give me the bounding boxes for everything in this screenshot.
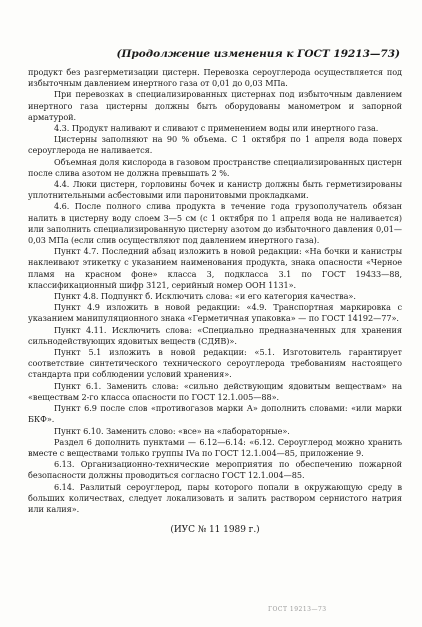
paragraph: Пункт 5.1 изложить в новой редакции: «5.1. Изготовитель гарантирует соответствие синтетического технического сероуглерода требованиям настоящего стандарта при соблюдении условий хранения». [28, 347, 402, 380]
paragraph: 4.3. Продукт наливают и сливают с применением воды или инертного газа. [54, 123, 379, 134]
paragraph: Пункт 6.10. Заменить слово: «все» на «лабораторные». [54, 425, 290, 436]
paragraph: 4.6. После полного слива продукта в течение года грузополучатель обязан налить в цистерну воду слоем 3—5 см (с 1 октября по 1 апреля вода не наливается) или заполнить специализированную цистерну азотом до избыточного давления 0,01—0,03 МПа (если слив осуществляют под давлением инертного газа). [28, 201, 402, 246]
paragraph: Пункт 4.9 изложить в новой редакции: «4.9. Транспортная маркировка с указанием манипуляционного знака «Герметичная упаковка» — по ГОСТ 14192—77». [28, 302, 402, 324]
paragraph: Цистерны заполняют на 90 % объема. С 1 октября по 1 апреля вода поверх сероуглерода не наливается. [28, 134, 402, 156]
page-header: (Продолжение изменения к ГОСТ 19213—73) [116, 48, 400, 60]
paragraph: Пункт 6.9 после слов «противогазов марки А» дополнить словами: «или марки БКФ». [28, 403, 402, 425]
paragraph: 6.13. Организационно-технические мероприятия по обеспечению пожарной безопасности должны проводиться согласно ГОСТ 12.1.004—85. [28, 459, 402, 481]
page-footer: ГОСТ 19213—73 [268, 606, 327, 613]
paragraph: Объемная доля кислорода в газовом пространстве специализированных цистерн после слива азотом не должна превышать 2 %. [28, 156, 402, 178]
paragraph: Пункт 4.7. Последний абзац изложить в новой редакции: «На бочки и канистры наклеивают этикетку с указанием наименования продукта, знака опасности «Черное пламя на красном фоне» класса 3, подкласса 3.1 по ГОСТ 19433—88, классификационный шифр 3121, серийный номер ООН 1131». [28, 246, 402, 290]
paragraph: Пункт 4.8. Подпункт б. Исключить слова: «и его категория качества». [54, 291, 356, 302]
paragraph: Пункт 4.11. Исключить слова: «Специально предназначенных для хранения сильнодействующих ядовитых веществ (СДЯВ)». [28, 324, 402, 346]
issue-reference: (ИУС № 11 1989 г.) [170, 525, 260, 536]
document-body [28, 67, 402, 536]
paragraph: При перевозках в специализированных цистернах под избыточным давлением инертного газа цистерны должны быть оборудованы манометром и запорной арматурой. [28, 89, 402, 122]
paragraph: Раздел 6 дополнить пунктами — 6.12—6.14: «6.12. Сероуглерод можно хранить вместе с веществами только группы IVа по ГОСТ 12.1.004—85, приложение 9. [28, 436, 402, 458]
paragraph: 4.4. Люки цистерн, горловины бочек и канистр должны быть герметизированы уплотнительными асбестовыми или паронитовыми прокладками. [28, 179, 402, 201]
paragraph: продукт без разгерметизации цистерн. Перевозка сероуглерода осуществляется под избыточным давлением инертного газа от 0,01 до 0,03 МПа. [28, 67, 402, 89]
paragraph: 6.14. Разлитый сероуглерод, пары которого попали в окружающую среду в больших количествах, следует локализовать и залить раствором сернистого натрия или калия». [28, 481, 402, 514]
paragraph: Пункт 6.1. Заменить слова: «сильно действующим ядовитым веществам» на «веществам 2-го класса опасности по ГОСТ 12.1.005—88». [28, 380, 402, 402]
